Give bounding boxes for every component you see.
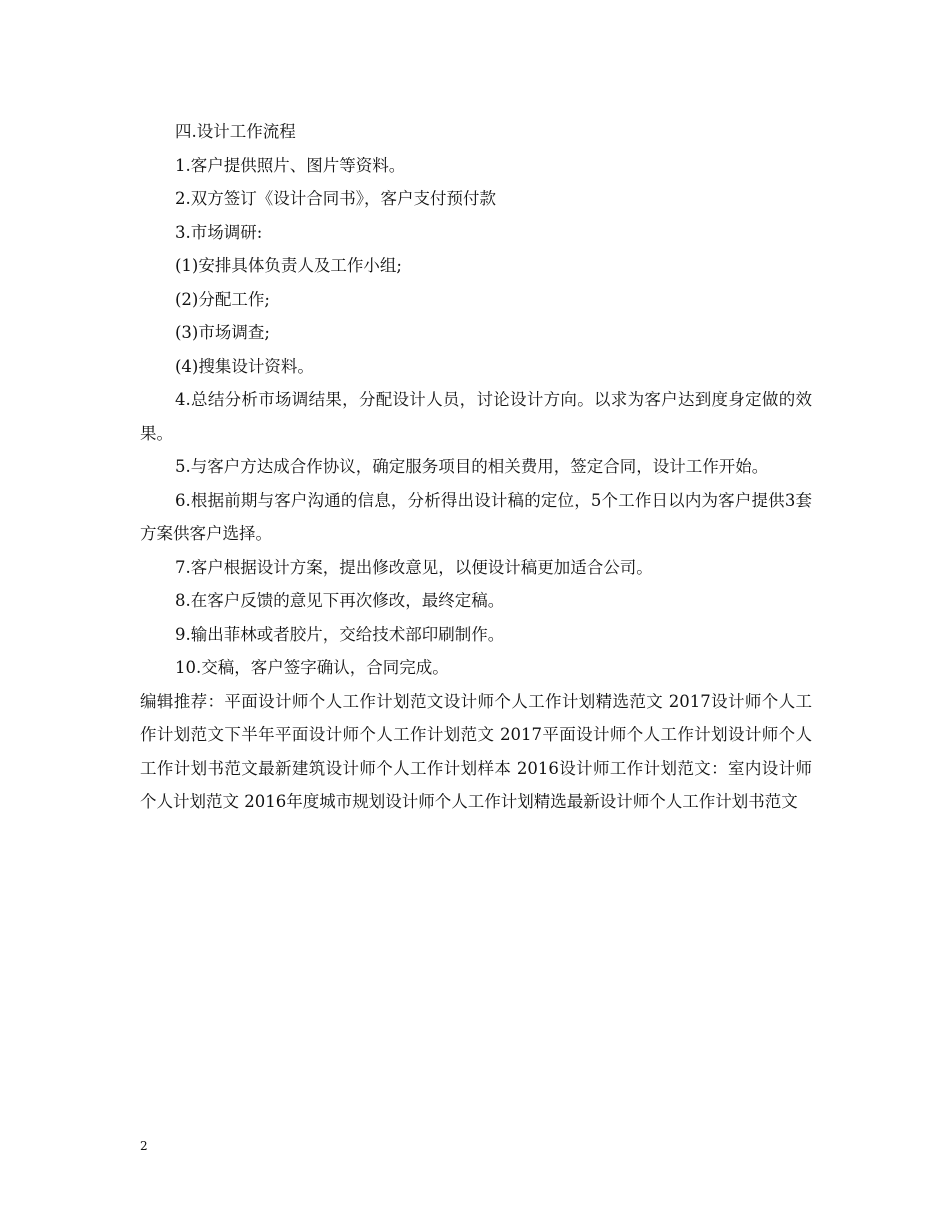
document-body — [140, 115, 812, 819]
step-9: 9.输出菲林或者胶片，交给技术部印刷制作。 — [175, 624, 505, 644]
substep-3: (3)市场调查; — [175, 323, 270, 342]
step-4: 4.总结分析市场调结果，分配设计人员，讨论设计方向。以求为客户达到度身定做的效果。 — [140, 390, 812, 443]
substep-4: (4)搜集设计资料。 — [175, 356, 314, 376]
step-8: 8.在客户反馈的意见下再次修改，最终定稿。 — [175, 591, 505, 610]
substep-1: (1)安排具体负责人及工作小组; — [175, 256, 402, 275]
step-1: 1.客户提供照片、图片等资料。 — [175, 155, 406, 175]
step-2: 2.双方签订《设计合同书》，客户支付预付款 — [175, 189, 496, 208]
step-10: 10.交稿，客户签字确认，合同完成。 — [175, 658, 449, 677]
substep-2: (2)分配工作; — [175, 289, 270, 309]
step-6: 6.根据前期与客户沟通的信息，分析得出设计稿的定位，5个工作日以内为客户提供3套方案供客户选择。 — [140, 490, 812, 543]
page-number: 2 — [140, 1139, 148, 1153]
step-3: 3.市场调研: — [175, 222, 263, 242]
step-5: 5.与客户方达成合作协议，确定服务项目的相关费用，签定合同，设计工作开始。 — [175, 457, 769, 476]
step-7: 7.客户根据设计方案，提出修改意见，以便设计稿更加适合公司。 — [175, 557, 653, 577]
editor-recommendation: 编辑推荐：平面设计师个人工作计划范文设计师个人工作计划精选范文 2017设计师个人工作计划范文下半年平面设计师个人工作计划范文 2017平面设计师个人工作计划设计师个人工作计划书范文最新建筑设计师个人工作计划样本 2016设计师工作计划范文：室内设计师个人计划范文 2016年度城市规划设计师个人工作计划精选最新设计师个人工作计划书范文 — [140, 691, 812, 811]
section-title: 四.设计工作流程 — [175, 122, 296, 141]
